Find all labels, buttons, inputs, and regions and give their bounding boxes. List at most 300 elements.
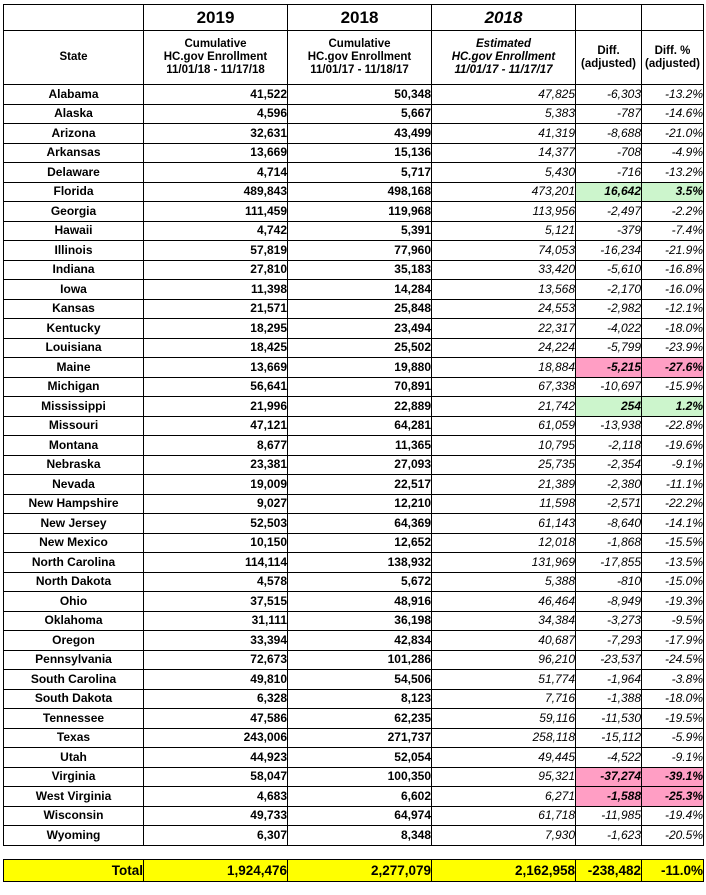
spreadsheet-sheet (0, 4, 706, 878)
cell-2018: 25,848 (288, 299, 432, 319)
cell-estimated: 21,389 (432, 475, 576, 495)
cell-2018: 25,502 (288, 338, 432, 358)
table-row (4, 143, 704, 163)
cell-2019: 58,047 (144, 767, 288, 787)
table-row (4, 85, 704, 105)
cell-diff: -2,170 (576, 280, 642, 300)
tail-cell (642, 881, 704, 895)
table-row (4, 592, 704, 612)
spacer-cell (288, 845, 432, 859)
spacer-cell (642, 845, 704, 859)
cell-2018: 64,974 (288, 806, 432, 826)
cell-diff-pct: -19.6% (642, 436, 704, 456)
cell-2019: 32,631 (144, 124, 288, 144)
cell-diff: -1,388 (576, 689, 642, 709)
table-row (4, 514, 704, 534)
cell-2018: 42,834 (288, 631, 432, 651)
cell-2018: 498,168 (288, 182, 432, 202)
cell-state: Kansas (4, 299, 144, 319)
cell-2019: 4,596 (144, 104, 288, 124)
cell-2018: 77,960 (288, 241, 432, 261)
cell-2019: 31,111 (144, 611, 288, 631)
cell-estimated: 18,884 (432, 358, 576, 378)
cell-estimated: 59,116 (432, 709, 576, 729)
table-row (4, 611, 704, 631)
total-estimated: 2,162,958 (432, 859, 576, 881)
cell-estimated: 33,420 (432, 260, 576, 280)
cell-2019: 72,673 (144, 650, 288, 670)
header-diff-blank (576, 5, 642, 31)
cell-2018: 5,391 (288, 221, 432, 241)
cell-diff: -8,949 (576, 592, 642, 612)
cell-2018: 100,350 (288, 767, 432, 787)
cell-state: Iowa (4, 280, 144, 300)
cell-estimated: 96,210 (432, 650, 576, 670)
cell-estimated: 5,430 (432, 163, 576, 183)
cell-diff: -1,623 (576, 826, 642, 846)
cell-state: Ohio (4, 592, 144, 612)
cell-state: Mississippi (4, 397, 144, 417)
tail-cell (288, 881, 432, 895)
cell-2019: 4,578 (144, 572, 288, 592)
cell-state: Arkansas (4, 143, 144, 163)
table-row (4, 124, 704, 144)
cell-diff: -10,697 (576, 377, 642, 397)
cell-diff-pct: 3.5% (642, 182, 704, 202)
cell-estimated: 25,735 (432, 455, 576, 475)
table-row (4, 689, 704, 709)
cell-2019: 23,381 (144, 455, 288, 475)
cell-estimated: 67,338 (432, 377, 576, 397)
table-header-years (4, 5, 704, 31)
cell-2018: 19,880 (288, 358, 432, 378)
cell-2019: 4,683 (144, 787, 288, 807)
cell-2019: 47,586 (144, 709, 288, 729)
cell-2018: 64,369 (288, 514, 432, 534)
table-tail-row (4, 881, 704, 895)
cell-diff: -2,982 (576, 299, 642, 319)
cell-diff: -5,215 (576, 358, 642, 378)
total-2019: 1,924,476 (144, 859, 288, 881)
cell-2019: 114,114 (144, 553, 288, 573)
header-state: State (4, 31, 144, 85)
cell-estimated: 131,969 (432, 553, 576, 573)
header-year-2019: 2019 (144, 5, 288, 31)
table-row (4, 358, 704, 378)
table-row (4, 806, 704, 826)
cell-diff-pct: -14.6% (642, 104, 704, 124)
cell-2018: 43,499 (288, 124, 432, 144)
cell-diff: -810 (576, 572, 642, 592)
cell-diff: -3,273 (576, 611, 642, 631)
table-row (4, 826, 704, 846)
cell-state: Arizona (4, 124, 144, 144)
table-row (4, 670, 704, 690)
cell-estimated: 61,718 (432, 806, 576, 826)
header-col-diff-line2: (adjusted) (581, 57, 636, 70)
cell-state: Louisiana (4, 338, 144, 358)
cell-diff-pct: -21.9% (642, 241, 704, 261)
header-col-diff (576, 31, 642, 85)
cell-estimated: 6,271 (432, 787, 576, 807)
header-col-estimated-line1: Estimated (476, 38, 531, 50)
table-row (4, 650, 704, 670)
cell-diff: -6,303 (576, 85, 642, 105)
table-row (4, 767, 704, 787)
cell-estimated: 10,795 (432, 436, 576, 456)
cell-diff-pct: -22.8% (642, 416, 704, 436)
cell-diff-pct: -15.5% (642, 533, 704, 553)
cell-state: West Virginia (4, 787, 144, 807)
cell-state: Illinois (4, 241, 144, 261)
cell-2018: 8,348 (288, 826, 432, 846)
cell-state: Alabama (4, 85, 144, 105)
cell-diff: -17,855 (576, 553, 642, 573)
cell-2018: 5,717 (288, 163, 432, 183)
spacer-cell (432, 845, 576, 859)
cell-2018: 5,672 (288, 572, 432, 592)
spacer-cell (144, 845, 288, 859)
cell-2018: 8,123 (288, 689, 432, 709)
cell-diff: -787 (576, 104, 642, 124)
cell-2018: 271,737 (288, 728, 432, 748)
spacer-cell (4, 845, 144, 859)
cell-estimated: 22,317 (432, 319, 576, 339)
cell-diff-pct: -20.5% (642, 826, 704, 846)
cell-diff-pct: -25.3% (642, 787, 704, 807)
cell-2019: 49,733 (144, 806, 288, 826)
cell-2018: 5,667 (288, 104, 432, 124)
header-col-diff-pct (642, 31, 704, 85)
cell-state: South Dakota (4, 689, 144, 709)
spacer-cell (576, 845, 642, 859)
cell-2018: 36,198 (288, 611, 432, 631)
cell-diff: -2,571 (576, 494, 642, 514)
cell-diff: -11,530 (576, 709, 642, 729)
cell-state: Florida (4, 182, 144, 202)
cell-diff: -11,985 (576, 806, 642, 826)
cell-diff-pct: -18.0% (642, 319, 704, 339)
table-row (4, 572, 704, 592)
tail-cell (576, 881, 642, 895)
table-row (4, 377, 704, 397)
cell-state: Indiana (4, 260, 144, 280)
cell-2018: 12,210 (288, 494, 432, 514)
cell-2019: 57,819 (144, 241, 288, 261)
header-col-2018-line3: 11/01/17 - 11/18/17 (310, 64, 409, 76)
cell-2019: 13,669 (144, 358, 288, 378)
cell-diff-pct: -19.4% (642, 806, 704, 826)
cell-2019: 243,006 (144, 728, 288, 748)
cell-state: Virginia (4, 767, 144, 787)
cell-estimated: 5,121 (432, 221, 576, 241)
header-col-2019-line2: HC.gov Enrollment (163, 51, 268, 63)
cell-diff-pct: 1.2% (642, 397, 704, 417)
cell-estimated: 258,118 (432, 728, 576, 748)
cell-2019: 47,121 (144, 416, 288, 436)
cell-diff: -7,293 (576, 631, 642, 651)
table-row (4, 475, 704, 495)
cell-state: North Dakota (4, 572, 144, 592)
cell-estimated: 24,553 (432, 299, 576, 319)
cell-2019: 6,307 (144, 826, 288, 846)
cell-diff: -8,688 (576, 124, 642, 144)
cell-diff: -2,380 (576, 475, 642, 495)
cell-2019: 52,503 (144, 514, 288, 534)
cell-state: Kentucky (4, 319, 144, 339)
cell-2019: 27,810 (144, 260, 288, 280)
header-col-2019-line3: 11/01/18 - 11/17/18 (166, 64, 265, 76)
header-col-estimated-line3: 11/01/17 - 11/17/17 (454, 64, 553, 76)
cell-diff-pct: -9.1% (642, 455, 704, 475)
cell-2018: 22,517 (288, 475, 432, 495)
cell-estimated: 51,774 (432, 670, 576, 690)
cell-2018: 101,286 (288, 650, 432, 670)
cell-diff: -716 (576, 163, 642, 183)
cell-2019: 33,394 (144, 631, 288, 651)
cell-estimated: 47,825 (432, 85, 576, 105)
cell-estimated: 14,377 (432, 143, 576, 163)
table-row (4, 728, 704, 748)
cell-diff: -37,274 (576, 767, 642, 787)
cell-2019: 9,027 (144, 494, 288, 514)
header-year-2018-estimated: 2018 (432, 5, 576, 31)
cell-estimated: 24,224 (432, 338, 576, 358)
header-col-diff-pct-line2: (adjusted) (645, 57, 700, 70)
cell-2019: 4,742 (144, 221, 288, 241)
cell-2018: 14,284 (288, 280, 432, 300)
table-row (4, 416, 704, 436)
cell-estimated: 34,384 (432, 611, 576, 631)
cell-diff-pct: -2.2% (642, 202, 704, 222)
cell-2018: 48,916 (288, 592, 432, 612)
cell-diff-pct: -13.2% (642, 163, 704, 183)
cell-state: New Hampshire (4, 494, 144, 514)
table-row (4, 280, 704, 300)
cell-2018: 12,652 (288, 533, 432, 553)
cell-diff-pct: -13.5% (642, 553, 704, 573)
cell-diff: -5,799 (576, 338, 642, 358)
cell-estimated: 41,319 (432, 124, 576, 144)
cell-estimated: 61,143 (432, 514, 576, 534)
cell-state: New Jersey (4, 514, 144, 534)
cell-estimated: 7,930 (432, 826, 576, 846)
cell-2018: 119,968 (288, 202, 432, 222)
cell-diff: 254 (576, 397, 642, 417)
cell-estimated: 473,201 (432, 182, 576, 202)
header-col-diff-line1: Diff. (597, 44, 620, 57)
cell-diff-pct: -24.5% (642, 650, 704, 670)
cell-diff: -1,868 (576, 533, 642, 553)
cell-diff-pct: -9.1% (642, 748, 704, 768)
header-year-2018: 2018 (288, 5, 432, 31)
cell-diff-pct: -4.9% (642, 143, 704, 163)
header-col-2018-line2: HC.gov Enrollment (307, 51, 412, 63)
cell-2019: 6,328 (144, 689, 288, 709)
cell-estimated: 5,388 (432, 572, 576, 592)
total-diff: -238,482 (576, 859, 642, 881)
total-diff-pct: -11.0% (642, 859, 704, 881)
cell-2018: 50,348 (288, 85, 432, 105)
cell-diff: -2,497 (576, 202, 642, 222)
cell-2018: 15,136 (288, 143, 432, 163)
header-col-2019 (144, 31, 288, 85)
cell-estimated: 12,018 (432, 533, 576, 553)
cell-estimated: 5,383 (432, 104, 576, 124)
header-col-estimated (432, 31, 576, 85)
cell-2019: 18,425 (144, 338, 288, 358)
cell-2019: 8,677 (144, 436, 288, 456)
cell-2018: 23,494 (288, 319, 432, 339)
cell-2019: 19,009 (144, 475, 288, 495)
table-row (4, 787, 704, 807)
table-row (4, 338, 704, 358)
cell-state: Montana (4, 436, 144, 456)
cell-state: Texas (4, 728, 144, 748)
table-row (4, 631, 704, 651)
cell-diff: -23,537 (576, 650, 642, 670)
table-row (4, 104, 704, 124)
cell-2019: 21,571 (144, 299, 288, 319)
table-row (4, 221, 704, 241)
table-row (4, 182, 704, 202)
cell-2018: 70,891 (288, 377, 432, 397)
table-row (4, 319, 704, 339)
cell-2018: 35,183 (288, 260, 432, 280)
cell-diff-pct: -15.9% (642, 377, 704, 397)
cell-estimated: 21,742 (432, 397, 576, 417)
cell-diff-pct: -27.6% (642, 358, 704, 378)
cell-estimated: 61,059 (432, 416, 576, 436)
cell-diff-pct: -12.1% (642, 299, 704, 319)
cell-diff-pct: -19.3% (642, 592, 704, 612)
cell-state: North Carolina (4, 553, 144, 573)
cell-diff: -708 (576, 143, 642, 163)
cell-2019: 13,669 (144, 143, 288, 163)
cell-diff-pct: -13.2% (642, 85, 704, 105)
tail-cell (4, 881, 144, 895)
cell-diff-pct: -19.5% (642, 709, 704, 729)
cell-diff: -1,588 (576, 787, 642, 807)
cell-2019: 49,810 (144, 670, 288, 690)
cell-diff-pct: -11.1% (642, 475, 704, 495)
cell-state: Delaware (4, 163, 144, 183)
cell-2018: 52,054 (288, 748, 432, 768)
cell-diff-pct: -9.5% (642, 611, 704, 631)
cell-diff-pct: -17.9% (642, 631, 704, 651)
cell-state: Alaska (4, 104, 144, 124)
table-row (4, 241, 704, 261)
cell-diff-pct: -3.8% (642, 670, 704, 690)
cell-diff: -2,354 (576, 455, 642, 475)
cell-diff-pct: -22.2% (642, 494, 704, 514)
cell-estimated: 11,598 (432, 494, 576, 514)
cell-diff-pct: -16.0% (642, 280, 704, 300)
table-row (4, 533, 704, 553)
cell-diff-pct: -21.0% (642, 124, 704, 144)
cell-2018: 11,365 (288, 436, 432, 456)
cell-state: Nevada (4, 475, 144, 495)
cell-2018: 27,093 (288, 455, 432, 475)
cell-diff-pct: -15.0% (642, 572, 704, 592)
header-diffpct-blank (642, 5, 704, 31)
header-col-2019-line1: Cumulative (184, 38, 247, 50)
cell-state: Maine (4, 358, 144, 378)
total-row (4, 859, 704, 881)
cell-state: Pennsylvania (4, 650, 144, 670)
cell-diff-pct: -18.0% (642, 689, 704, 709)
cell-diff-pct: -16.8% (642, 260, 704, 280)
cell-diff: -4,522 (576, 748, 642, 768)
cell-estimated: 13,568 (432, 280, 576, 300)
cell-2019: 37,515 (144, 592, 288, 612)
cell-diff: 16,642 (576, 182, 642, 202)
header-col-2018 (288, 31, 432, 85)
cell-2018: 62,235 (288, 709, 432, 729)
cell-diff: -5,610 (576, 260, 642, 280)
cell-diff-pct: -14.1% (642, 514, 704, 534)
cell-diff-pct: -39.1% (642, 767, 704, 787)
cell-diff-pct: -23.9% (642, 338, 704, 358)
cell-diff: -13,938 (576, 416, 642, 436)
cell-state: Oregon (4, 631, 144, 651)
cell-diff: -1,964 (576, 670, 642, 690)
cell-state: Wisconsin (4, 806, 144, 826)
cell-estimated: 113,956 (432, 202, 576, 222)
cell-diff: -379 (576, 221, 642, 241)
cell-estimated: 40,687 (432, 631, 576, 651)
table-row (4, 455, 704, 475)
tail-cell (432, 881, 576, 895)
cell-2019: 489,843 (144, 182, 288, 202)
table-row (4, 260, 704, 280)
cell-state: Tennessee (4, 709, 144, 729)
spacer-row (4, 845, 704, 859)
cell-2019: 56,641 (144, 377, 288, 397)
cell-estimated: 74,053 (432, 241, 576, 261)
header-col-estimated-line2: HC.gov Enrollment (451, 51, 556, 63)
cell-state: Wyoming (4, 826, 144, 846)
cell-2019: 111,459 (144, 202, 288, 222)
cell-state: Michigan (4, 377, 144, 397)
table-row (4, 436, 704, 456)
cell-state: Missouri (4, 416, 144, 436)
cell-diff: -16,234 (576, 241, 642, 261)
cell-2019: 10,150 (144, 533, 288, 553)
table-row (4, 397, 704, 417)
cell-2018: 22,889 (288, 397, 432, 417)
cell-diff: -15,112 (576, 728, 642, 748)
header-corner-blank (4, 5, 144, 31)
table-row (4, 163, 704, 183)
cell-2019: 11,398 (144, 280, 288, 300)
cell-2018: 6,602 (288, 787, 432, 807)
table-row (4, 494, 704, 514)
cell-2018: 138,932 (288, 553, 432, 573)
tail-cell (144, 881, 288, 895)
cell-state: Oklahoma (4, 611, 144, 631)
total-2018: 2,277,079 (288, 859, 432, 881)
cell-2019: 4,714 (144, 163, 288, 183)
cell-state: Georgia (4, 202, 144, 222)
table-row (4, 553, 704, 573)
cell-estimated: 46,464 (432, 592, 576, 612)
total-label: Total (4, 859, 144, 881)
header-col-diff-pct-line1: Diff. % (654, 44, 691, 57)
cell-2019: 44,923 (144, 748, 288, 768)
cell-estimated: 49,445 (432, 748, 576, 768)
cell-estimated: 95,321 (432, 767, 576, 787)
